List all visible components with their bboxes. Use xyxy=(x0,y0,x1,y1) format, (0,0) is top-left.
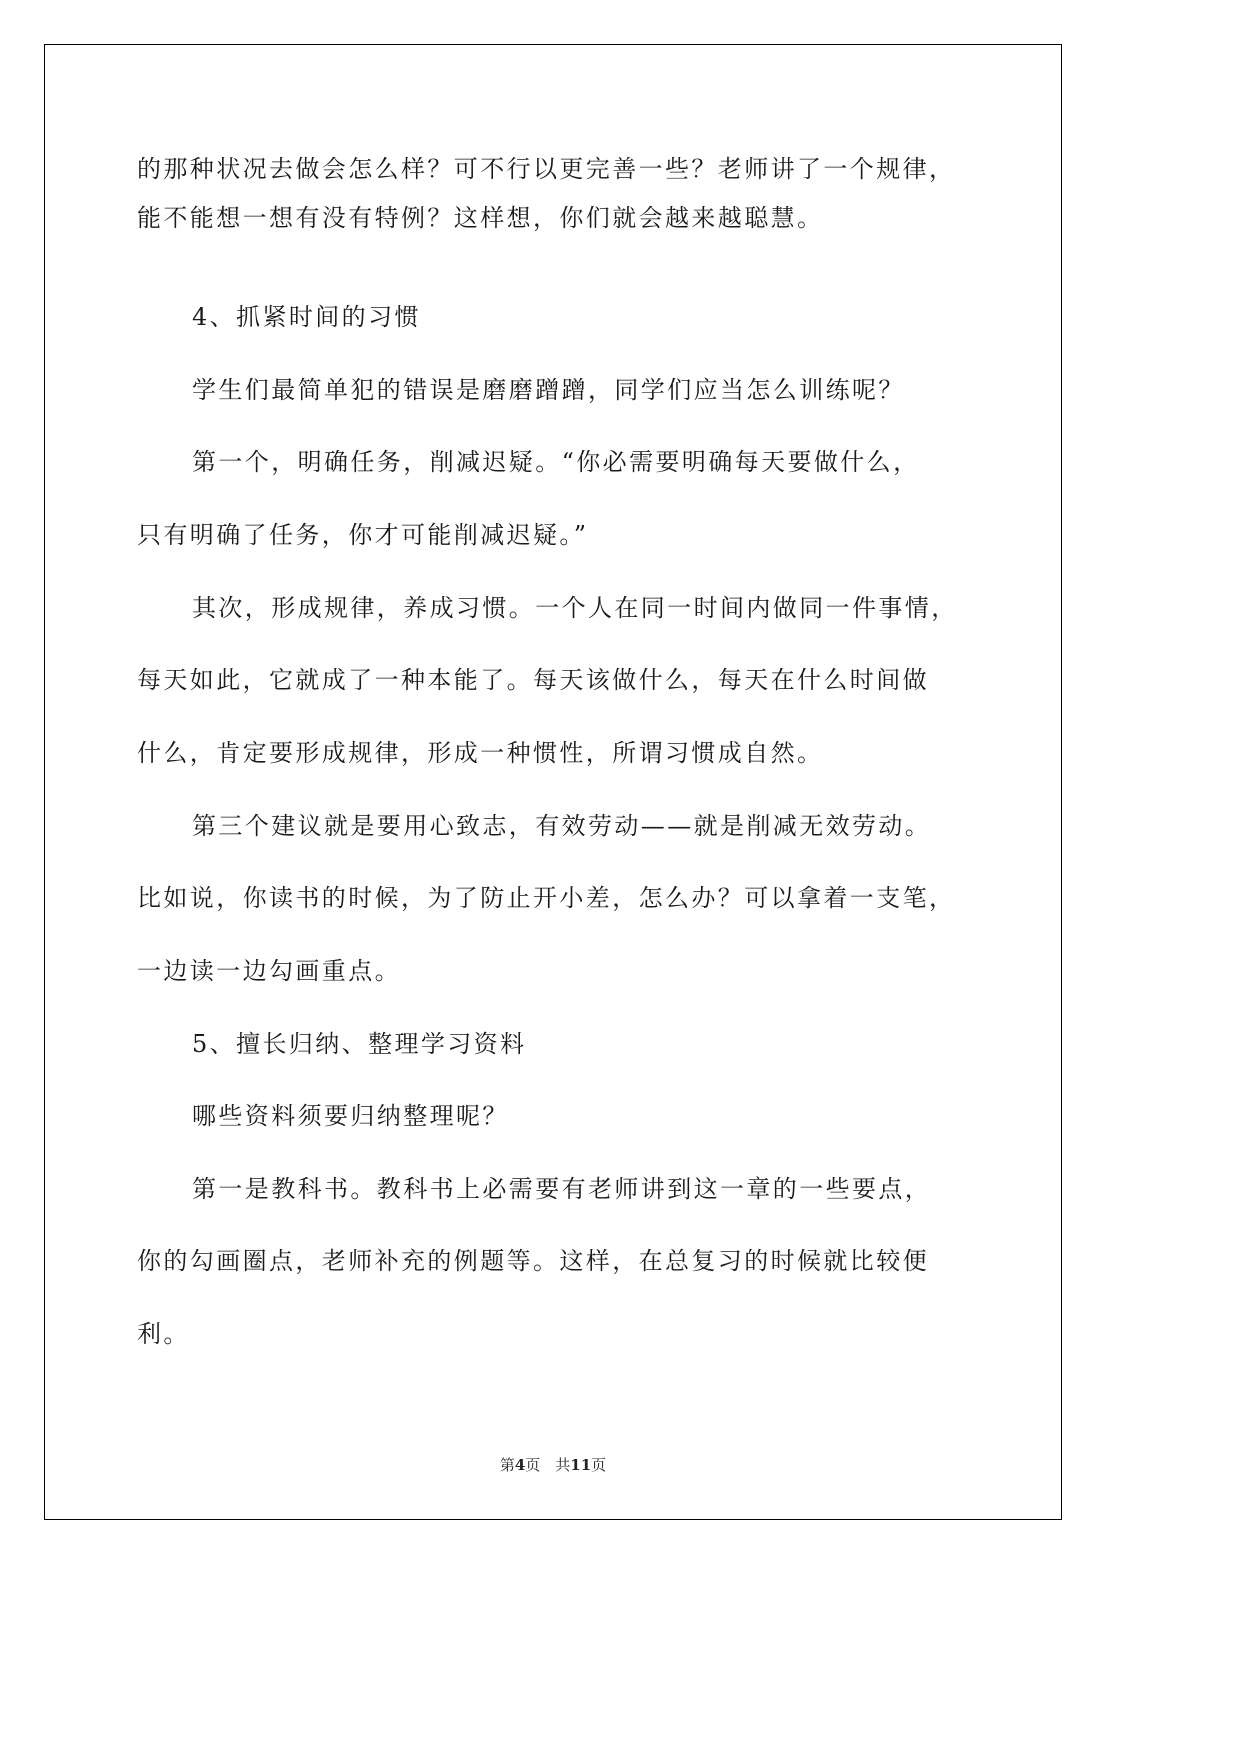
section-heading: 4、抓紧时间的习惯 xyxy=(192,303,421,331)
text-line: 一边读一边勾画重点。 xyxy=(137,957,401,985)
text-line: 能不能想一想有没有特例？这样想，你们就会越来越聪慧。 xyxy=(137,204,824,232)
text-line: 什么，肯定要形成规律，形成一种惯性，所谓习惯成自然。 xyxy=(137,739,824,767)
text-line: 的那种状况去做会怎么样？可不行以更完善一些？老师讲了一个规律， xyxy=(137,155,956,183)
footer-middle: 页 共 xyxy=(525,1456,571,1474)
text-line: 第一个，明确任务，削减迟疑。“你必需要明确每天要做什么， xyxy=(192,448,920,476)
text-line: 比如说，你读书的时候，为了防止开小差，怎么办？可以拿着一支笔， xyxy=(137,884,956,912)
footer-suffix: 页 xyxy=(591,1456,607,1474)
page-footer xyxy=(0,1455,1106,1475)
text-line: 学生们最简单犯的错误是磨磨蹭蹭，同学们应当怎么训练呢？ xyxy=(192,376,905,404)
text-line: 你的勾画圈点，老师补充的例题等。这样，在总复习的时候就比较便 xyxy=(137,1247,929,1275)
text-line: 利。 xyxy=(137,1320,190,1348)
text-line: 第三个建议就是要用心致志，有效劳动——就是削减无效劳动。 xyxy=(192,812,932,840)
footer-total-pages: 11 xyxy=(570,1456,592,1474)
page-border xyxy=(44,44,1062,1520)
text-line: 第一是教科书。教科书上必需要有老师讲到这一章的一些要点， xyxy=(192,1175,932,1203)
text-line: 其次，形成规律，养成习惯。一个人在同一时间内做同一件事情， xyxy=(192,594,958,622)
footer-prefix: 第 xyxy=(499,1456,515,1474)
text-line: 只有明确了任务，你才可能削减迟疑。” xyxy=(137,521,589,549)
text-line: 每天如此，它就成了一种本能了。每天该做什么，每天在什么时间做 xyxy=(137,666,929,694)
footer-page-number: 4 xyxy=(514,1456,526,1474)
text-line: 哪些资料须要归纳整理呢？ xyxy=(192,1102,509,1130)
section-heading: 5、擅长归纳、整理学习资料 xyxy=(192,1030,527,1058)
